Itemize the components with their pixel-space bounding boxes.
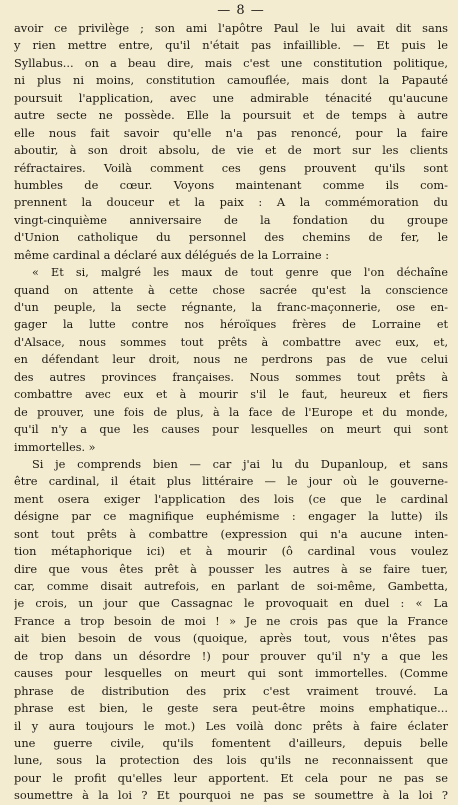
quote-line: « Et si, malgré les maux de tout genre que l'on déchaîne — [32, 266, 448, 280]
text-line: Si je comprends bien — car j'ai lu du Dupanloup, et sans — [32, 456, 448, 471]
page-number: — 8 — — [217, 3, 265, 18]
text-line: désigne par ce magnifique euphémisme : engager la lutte) ils — [14, 509, 448, 524]
text-line: d'Union catholique du personnel des chemins de fer, le — [14, 230, 448, 245]
text-line: même cardinal a déclaré aux délégués de la Lorraine : — [14, 247, 330, 262]
text-line: une guerre civile, qu'ils fomentent d'ailleurs, depuis belle — [14, 735, 448, 750]
text-line: réfractaires. Voilà comment ces gens prouvent qu'ils sont — [14, 160, 448, 175]
text-line: pour le profit qu'elles leur apportent. Et cela pour ne pas se — [14, 770, 448, 785]
text-line: avoir ce privilège ; son ami l'apôtre Paul le lui avait dit sans — [14, 21, 448, 35]
text-line: être cardinal, il était plus littéraire — le jour où le gouverne- — [14, 474, 448, 489]
text-line: ment osera exiger l'application des lois (ce que le cardinal — [14, 491, 448, 506]
text-body — [14, 20, 448, 805]
text-line: car, comme disait autrefois, en parlant de soi-même, Gambetta, — [14, 579, 448, 593]
text-line: sont tout prêts à combattre (expression qui n'a aucune inten- — [14, 526, 448, 541]
text-line: il y aura toujours le mot.) Les voilà donc prêts à faire éclater — [14, 718, 448, 733]
text-line: tion métaphorique ici) et à mourir (ô cardinal vous voulez — [14, 544, 448, 559]
text-line: vingt-cinquième anniversaire de la fondation du groupe — [14, 212, 448, 227]
quote-line: gager la lutte contre nos héroïques frères de Lorraine et — [14, 318, 448, 332]
quote-line: en défendant leur droit, nous ne perdrons pas de vue celui — [14, 353, 448, 367]
text-line: prennent la douceur et la paix : A la commémoration du — [14, 195, 448, 210]
quote-line: combattre avec eux et à mourir s'il le faut, heureux et fiers — [14, 388, 448, 402]
quote-line: qu'il n'y a que les causes pour lesquelles on meurt qui sont — [14, 423, 448, 437]
text-line: lune, sous la protection des lois qu'ils ne reconnaissent que — [14, 753, 448, 768]
text-line: autre secte ne possède. Elle la poursuit et de temps à autre — [14, 108, 448, 123]
text-line: aboutir, à son droit absolu, de vie et de mort sur les clients — [14, 143, 448, 158]
text-line: ni plus ni moins, constitution camouflée, mais dont la Papauté — [14, 73, 448, 88]
text-line: elle nous fait savoir qu'elle n'a pas renoncé, pour la faire — [14, 125, 448, 140]
text-line: je crois, un jour que Cassagnac le provoquait en duel : « La — [14, 596, 448, 611]
text-line: causes pour lesquelles on meurt qui sont immortelles. (Comme — [14, 666, 448, 681]
quote-line: quand on attente à cette chose sacrée qu'est la conscience — [14, 283, 448, 297]
text-line: dire que vous êtes prêt à pousser les autres à se faire tuer, — [14, 561, 448, 576]
text-line: ait bien besoin de vous (quoique, après tout, vous n'êtes pas — [14, 631, 448, 646]
text-line: y rien mettre entre, qu'il n'était pas infaillible. — Et puis le — [14, 38, 448, 53]
text-line: poursuit l'application, avec une admirable ténacité qu'aucune — [14, 90, 448, 105]
text-line: soumettre à la loi ? Et pourquoi ne pas se soumettre à la loi ? — [14, 788, 448, 803]
quote-line: d'un peuple, la secte régnante, la franc-maçonnerie, ose en- — [14, 301, 448, 314]
text-line: Syllabus... on a beau dire, mais c'est une constitution politique, — [14, 55, 448, 70]
text-line: phrase est bien, le geste sera peut-être moins emphatique... — [14, 701, 448, 716]
quote-line: d'Alsace, nous sommes tout prêts à combattre avec eux, et, — [14, 335, 448, 349]
quote-line: des autres provinces françaises. Nous sommes tout prêts à — [14, 370, 448, 384]
quote-line: de prouver, une fois de plus, à la face de l'Europe et du monde, — [14, 405, 448, 419]
text-line: phrase de distribution des prix c'est vraiment trouvé. La — [14, 683, 448, 698]
text-line: de trop dans un désordre !) pour prouver qu'il n'y a que les — [14, 648, 448, 663]
text-line: France a trop besoin de moi ! » Je ne crois pas que la France — [14, 613, 448, 628]
text-line: humbles de cœur. Voyons maintenant comme ils com- — [14, 177, 448, 192]
quote-line: immortelles. » — [14, 440, 96, 454]
